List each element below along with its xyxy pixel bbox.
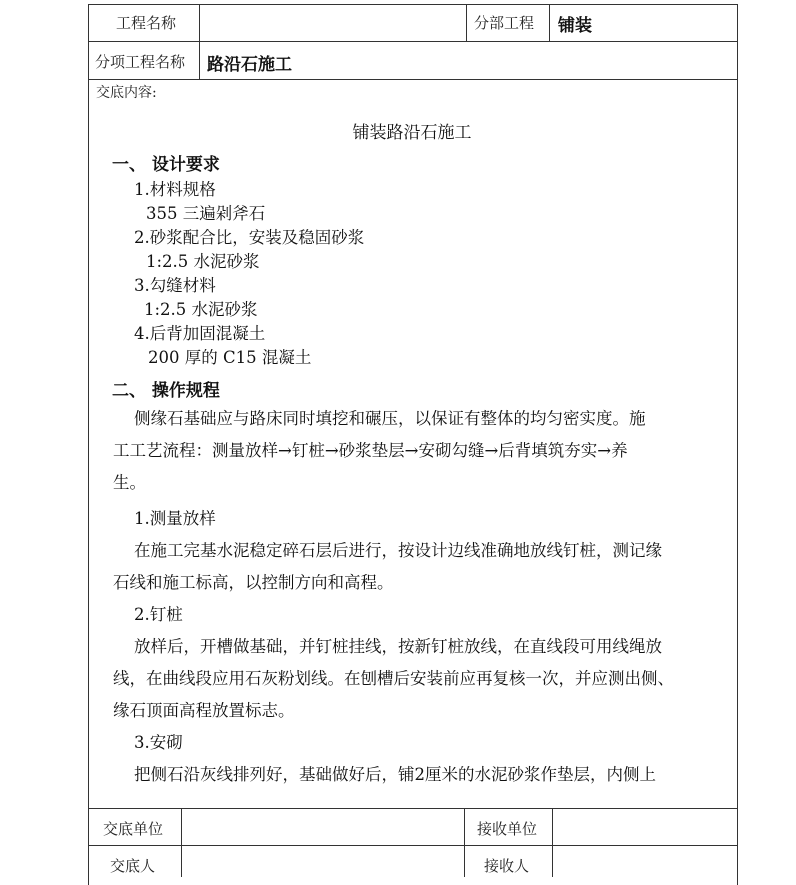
receiver-unit-label: 接收单位 xyxy=(477,820,538,838)
paragraph-line: 石线和施工标高，以控制方向和高程。 xyxy=(113,573,394,592)
paragraph-line: 在施工完基水泥稳定碎石层后进行，按设计边线准确地放线钉桩，测记缘 xyxy=(134,541,662,560)
project-name-label: 工程名称 xyxy=(116,14,177,32)
paragraph-line: 放样后，开槽做基础，并钉桩挂线，按新钉桩放线，在直线段可用线绳放 xyxy=(134,637,662,656)
receiver-person-label: 接收人 xyxy=(484,857,530,875)
spec-item: 1.材料规格 xyxy=(134,180,216,199)
step-title: 1.测量放样 xyxy=(134,509,216,528)
paragraph-line: 缘石顶面高程放置标志。 xyxy=(113,701,295,720)
row-divider xyxy=(88,808,737,809)
paragraph-line: 线，在曲线段应用石灰粉划线。在刨槽后安装前应再复核一次，并应测出侧、 xyxy=(113,669,674,688)
division-value[interactable]: 铺装 xyxy=(558,16,592,36)
paragraph-line: 生。 xyxy=(113,473,146,492)
handover-content xyxy=(88,80,736,808)
row-divider xyxy=(88,845,737,846)
row-divider xyxy=(88,41,737,42)
document-title: 铺装路沿石施工 xyxy=(352,123,472,143)
spec-item: 355 三遍剁斧石 xyxy=(146,204,266,223)
division-label: 分部工程 xyxy=(474,14,535,32)
subitem-label: 分项工程名称 xyxy=(95,53,186,71)
spec-item: 1:2.5 水泥砂浆 xyxy=(144,300,258,319)
col-divider xyxy=(199,4,200,42)
col-divider xyxy=(181,808,182,877)
spec-item: 200 厚的 C15 混凝土 xyxy=(148,348,312,367)
spec-item: 2.砂浆配合比，安装及稳固砂浆 xyxy=(134,228,365,247)
paragraph-line: 侧缘石基础应与路床同时填挖和碾压，以保证有整体的均匀密实度。施 xyxy=(134,409,646,428)
step-title: 3.安砌 xyxy=(134,733,183,752)
col-divider xyxy=(549,4,550,42)
handover-unit-label: 交底单位 xyxy=(103,820,164,838)
section-heading: 一、 设计要求 xyxy=(112,155,220,175)
paragraph-line: 工工艺流程：测量放样→钉桩→砂浆垫层→安砌勾缝→后背填筑夯实→养 xyxy=(113,441,628,460)
col-divider xyxy=(464,808,465,877)
col-divider xyxy=(466,4,467,42)
col-divider xyxy=(199,41,200,79)
spec-item: 1:2.5 水泥砂浆 xyxy=(146,252,260,271)
section-heading: 二、 操作规程 xyxy=(112,381,220,401)
spec-item: 4.后背加固混凝土 xyxy=(134,324,266,343)
subitem-value[interactable]: 路沿石施工 xyxy=(207,55,292,75)
step-title: 2.钉桩 xyxy=(134,605,183,624)
paragraph-line: 把侧石沿灰线排列好，基础做好后，铺2厘米的水泥砂浆作垫层，内侧上 xyxy=(134,765,656,784)
content-label: 交底内容: xyxy=(96,85,157,101)
handover-person-label: 交底人 xyxy=(110,857,156,875)
col-divider xyxy=(552,808,553,877)
spec-item: 3.勾缝材料 xyxy=(134,276,216,295)
